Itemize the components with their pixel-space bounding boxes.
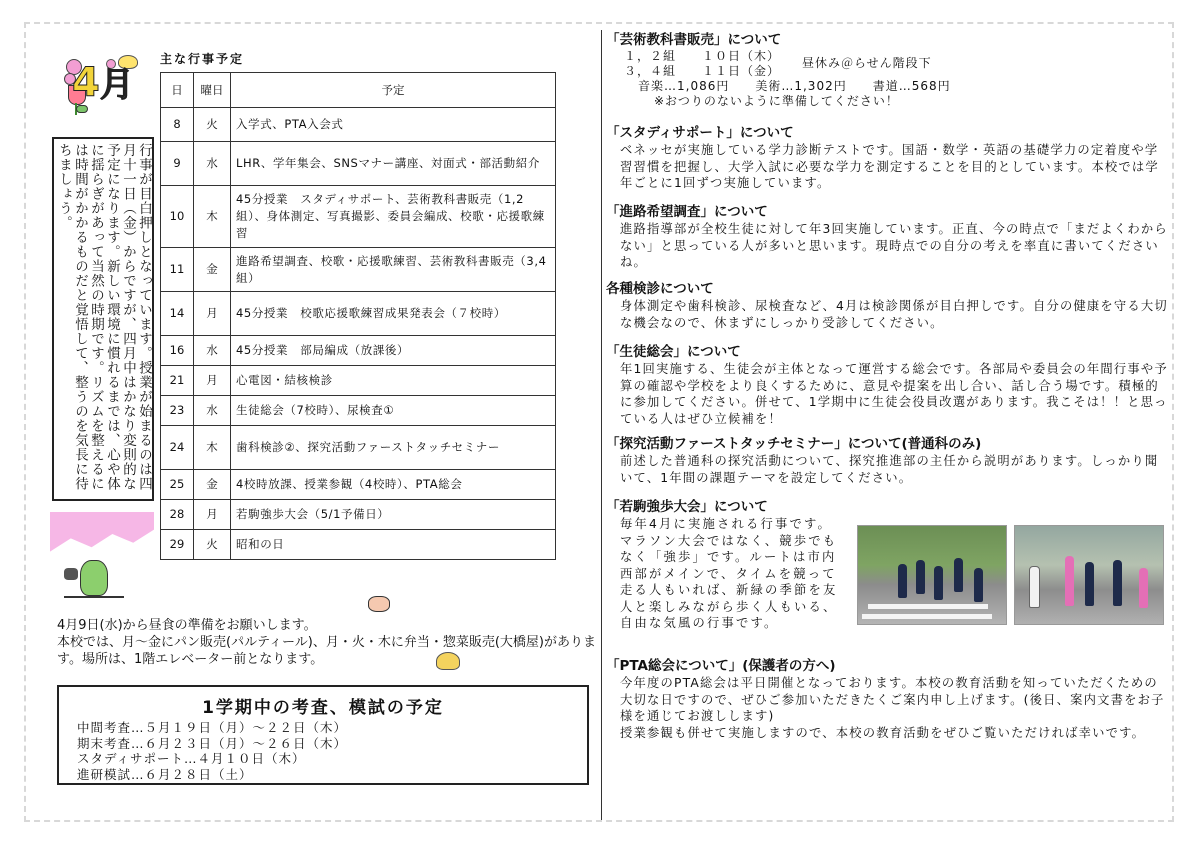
art-schedule xyxy=(606,49,1174,79)
section-body: 授業参観も併せて実施しますので、本校の教育活動をぜひご覧いただければ幸いです。 xyxy=(620,725,1146,740)
runner-figure xyxy=(1085,562,1094,606)
cell-weekday: 金 xyxy=(194,470,231,500)
cell-weekday: 水 xyxy=(194,142,231,186)
runner-figure xyxy=(916,560,925,594)
cell-day: 29 xyxy=(161,530,194,560)
schedule-table xyxy=(160,72,556,560)
cell-weekday: 金 xyxy=(194,248,231,292)
cell-day: 23 xyxy=(161,396,194,426)
exam-item: 進研模試…６月２８日（土） xyxy=(77,766,253,782)
cell-event: 昭和の日 xyxy=(231,530,556,560)
table-row xyxy=(161,248,556,292)
cherry-blossom-icon xyxy=(50,512,154,556)
notice-box xyxy=(52,137,154,501)
art-textbook-section xyxy=(606,32,1174,109)
study-support-section xyxy=(606,125,1174,192)
cell-weekday: 水 xyxy=(194,396,231,426)
cell-event: 進路希望調査、校歌・応援歌練習、芸術教科書販売（3,4組） xyxy=(231,248,556,292)
table-row xyxy=(161,292,556,336)
month-badge xyxy=(62,55,146,115)
sakura-illustration xyxy=(50,512,154,602)
section-body: 身体測定や歯科検診、尿検査など、4月は検診関係が目白押しです。自分の健康を守る大切な機会なので、休まずにしっかり受診してください。 xyxy=(620,299,1168,330)
frog-icon xyxy=(80,560,108,596)
month-kanji: 月 xyxy=(99,65,134,105)
art-note: ※おつりのないように準備してください！ xyxy=(654,94,899,108)
cell-event: 45分授業 部局編成（放課後） xyxy=(231,336,556,366)
runner-figure xyxy=(1065,556,1074,606)
cell-day: 8 xyxy=(161,108,194,142)
section-body: ベネッセが実施している学力診断テストです。国語・数学・英語の基礎学力の定着度や学習習慣を把握し、大学入試に必要な学力を測定することを目的としています。本校では学年ごとに1回ずつ実施しています。 xyxy=(620,143,1159,190)
cell-weekday: 水 xyxy=(194,336,231,366)
schedule-heading: 主な行事予定 xyxy=(160,52,245,66)
table-row xyxy=(161,530,556,560)
table-header-row xyxy=(161,73,556,108)
section-body: 今年度のPTA総会は平日開催となっております。本校の教育活動を知っていただくための大切な日ですので、ぜひご参加いただきたくご案内申し上げます。(後日、案内文書をお子様を通じてお渡しします) xyxy=(620,676,1165,723)
table-row xyxy=(161,396,556,426)
pta-section xyxy=(606,658,1174,741)
header-event: 予定 xyxy=(231,73,556,108)
event-photo xyxy=(857,525,1007,625)
cell-event: LHR、学年集会、SNSマナー講座、対面式・部活動紹介 xyxy=(231,142,556,186)
exam-item: 中間考査…５月１９日（月）～２２日（木） xyxy=(77,720,348,735)
seminar-section xyxy=(606,436,1174,486)
exam-item: 期末考査…６月２３日（月）～２６日（木） xyxy=(77,735,348,751)
cell-event: 心電図・結核検診 xyxy=(231,366,556,396)
cell-event: 若駒強歩大会（5/1予備日） xyxy=(231,500,556,530)
cell-weekday: 月 xyxy=(194,292,231,336)
section-heading: 「芸術教科書販売」について xyxy=(606,32,782,48)
runner-figure xyxy=(974,568,983,602)
cell-weekday: 火 xyxy=(194,530,231,560)
cell-event: 45分授業 スタディサポート、芸術教科書販売（1,2組）、身体測定、写真撮影、委員会編成、校歌・応援歌練習 xyxy=(231,186,556,248)
exam-schedule-box xyxy=(57,685,589,785)
notice-text: 行事が目白押しとなっています。授業が始まるのは四月十一日（金）からですが、四月中はかなり変則的な予定になります。新しい環境に慣れるまでは、心や体に揺らぎがあって当然の時期です。リズムを整えるには時間がかかるものだと覚悟して、整うのを気長に待ちましょう。 xyxy=(56,143,152,491)
cell-weekday: 火 xyxy=(194,108,231,142)
runner-figure xyxy=(1113,560,1122,606)
lunch-line-1: 4月9日(水)から昼食の準備をお願いします。 xyxy=(57,618,317,633)
art-prices: 音楽…1,086円 美術…1,302円 書道…568円 xyxy=(638,79,951,93)
checkup-section xyxy=(606,281,1174,331)
bento-icon xyxy=(368,596,390,612)
header-weekday: 曜日 xyxy=(194,73,231,108)
cell-day: 28 xyxy=(161,500,194,530)
section-heading: 「スタディサポート」について xyxy=(606,125,794,141)
lunch-notice xyxy=(57,617,597,668)
section-heading: 「探究活動ファーストタッチセミナー」について(普通科のみ) xyxy=(606,436,982,452)
cell-weekday: 木 xyxy=(194,186,231,248)
cell-day: 10 xyxy=(161,186,194,248)
art-place: 昼休み＠らせん階段下 xyxy=(802,56,932,70)
table-row xyxy=(161,426,556,470)
table-row xyxy=(161,366,556,396)
table-row xyxy=(161,142,556,186)
cell-day: 14 xyxy=(161,292,194,336)
table-row xyxy=(161,500,556,530)
section-heading: 「若駒強歩大会」について xyxy=(606,499,768,515)
exam-list xyxy=(77,720,587,782)
cell-event: 4校時放課、授業参観（4校時）、PTA総会 xyxy=(231,470,556,500)
month-label xyxy=(72,57,134,106)
walk-event-photos xyxy=(857,525,1172,625)
cell-event: 生徒総会（7校時）、尿検査① xyxy=(231,396,556,426)
cell-event: 入学式、PTA入会式 xyxy=(231,108,556,142)
runner-figure xyxy=(898,564,907,598)
exam-item: スタディサポート…４月１０日（木） xyxy=(77,751,306,766)
ground-line xyxy=(64,596,124,598)
runner-figure xyxy=(954,558,963,592)
table-row xyxy=(161,336,556,366)
exam-title: 1学期中の考査、模試の予定 xyxy=(202,698,444,718)
cell-weekday: 月 xyxy=(194,500,231,530)
section-heading: 各種検診について xyxy=(606,281,714,297)
header-day: 日 xyxy=(161,73,194,108)
rock-icon xyxy=(64,568,78,580)
cell-event: 歯科検診②、探究活動ファーストタッチセミナー xyxy=(231,426,556,470)
crosswalk-stripe xyxy=(862,614,992,619)
table-row xyxy=(161,108,556,142)
event-photo xyxy=(1014,525,1164,625)
section-body: 毎年4月に実施される行事です。マラソン大会ではなく、競歩でもなく「強歩」です。ルートは市内西部がメインで、タイムを競って走る人もいれば、新緑の季節を友人と楽しみながら歩く人もいる、自由な気風の行事です。 xyxy=(620,517,838,630)
cell-day: 25 xyxy=(161,470,194,500)
art-row-1: １，２組 １０日（木） xyxy=(624,49,781,63)
cell-weekday: 月 xyxy=(194,366,231,396)
section-body: 前述した普通科の探究活動について、探究推進部の主任から説明があります。しっかり聞いて、1年間の課題テーマを設定してください。 xyxy=(620,454,1159,485)
runner-figure xyxy=(934,566,943,600)
lunch-line-2: 本校では、月～金にパン販売(パルティール)、月・火・木に弁当・惣菜販売(大橋屋)があります。場所は、1階エレベーター前となります。 xyxy=(57,635,596,667)
art-row-2: ３，４組 １１日（金） xyxy=(624,64,781,78)
cell-event: 45分授業 校歌応援歌練習成果発表会（７校時） xyxy=(231,292,556,336)
runner-figure xyxy=(1029,566,1040,608)
leaf-icon xyxy=(76,105,88,113)
month-digit: 4 xyxy=(72,60,100,106)
melon-bread-icon xyxy=(436,652,460,670)
section-heading: 「進路希望調査」について xyxy=(606,204,768,220)
runner-figure xyxy=(1139,568,1148,608)
crosswalk-stripe xyxy=(868,604,988,609)
section-body: 進路指導部が全校生徒に対して年3回実施しています。正直、今の時点で「まだよくわからない」と思っている人が多いと思います。現時点での自分の考えを率直に書いてくださいね。 xyxy=(620,222,1168,269)
cell-weekday: 木 xyxy=(194,426,231,470)
table-row xyxy=(161,186,556,248)
cell-day: 24 xyxy=(161,426,194,470)
section-heading: 「PTA総会について」(保護者の方へ) xyxy=(606,658,836,674)
cell-day: 11 xyxy=(161,248,194,292)
section-body: 年1回実施する、生徒会が主体となって運営する総会です。各部局や委員会の年間行事や予算の確認や学校をより良くするために、意見や提案を出し合い、話し合う場です。積極的に参加してください。併せて、1学期中に生徒会役員改選があります。我こそは！！と思っている人はぜひ立候補を！ xyxy=(620,362,1168,426)
student-assembly-section xyxy=(606,344,1174,427)
section-heading: 「生徒総会」について xyxy=(606,344,741,360)
cell-day: 21 xyxy=(161,366,194,396)
column-divider xyxy=(601,30,602,820)
cell-day: 9 xyxy=(161,142,194,186)
career-survey-section xyxy=(606,204,1174,271)
cell-day: 16 xyxy=(161,336,194,366)
table-row xyxy=(161,470,556,500)
